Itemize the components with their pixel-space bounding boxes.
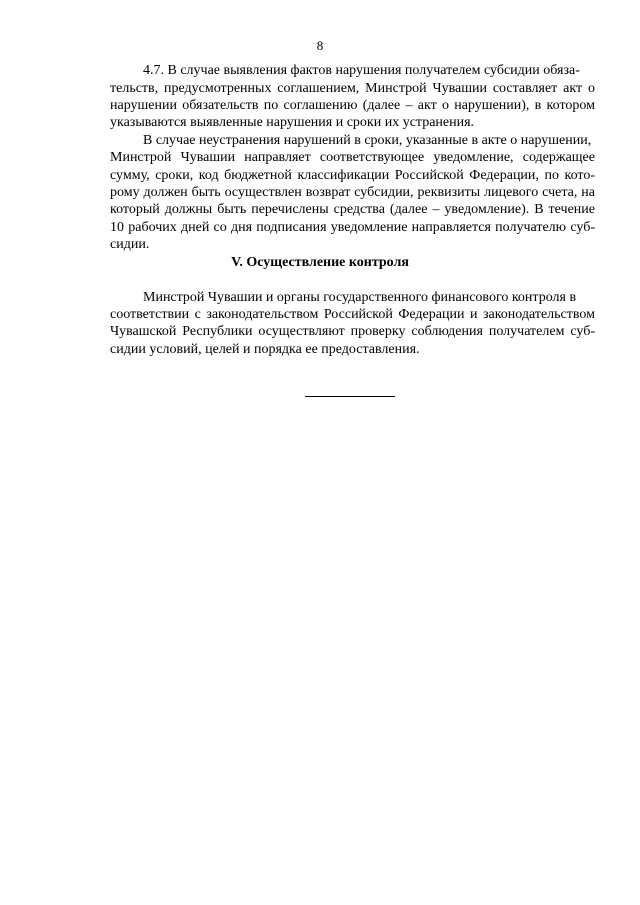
page-number: 8 <box>316 38 324 53</box>
text-line: указываются выявленные нарушения и сроки их устранения. <box>110 115 475 130</box>
text-line: сидии условий, целей и порядка ее предоставления. <box>110 342 420 357</box>
text-line: рому должен быть осуществлен возврат субсидии, реквизиты лицевого счета, на <box>110 185 595 200</box>
text-line: тельств, предусмотренных соглашением, Минстрой Чувашии составляет акт о <box>110 81 595 96</box>
text-line: Чувашской Республики осуществляют проверку соблюдения получателем суб- <box>110 324 595 339</box>
text-line: сумму, сроки, код бюджетной классификации Российской Федерации, по кото- <box>110 168 595 183</box>
text-line: нарушении обязательств по соглашению (далее – акт о нарушении), в котором <box>110 98 595 113</box>
text-line: В случае неустранения нарушений в сроки, указанные в акте о нарушении, <box>143 133 592 148</box>
text-line: 4.7. В случае выявления фактов нарушения получателем субсидии обяза- <box>143 63 580 78</box>
text-line: сидии. <box>110 237 150 252</box>
text-line: который должны быть перечислены средства (далее – уведомление). В течение <box>110 202 595 217</box>
text-line: соответствии с законодательством Российской Федерации и законодательством <box>110 307 595 322</box>
text-line: Минстрой Чувашии направляет соответствующее уведомление, содержащее <box>110 150 595 165</box>
text-line: 10 рабочих дней со дня подписания уведомление направляется получателю суб- <box>110 220 595 235</box>
text-line: Минстрой Чувашии и органы государственного финансового контроля в <box>143 290 577 305</box>
end-separator-line <box>305 396 395 397</box>
section-heading: V. Осуществление контроля <box>231 255 409 270</box>
